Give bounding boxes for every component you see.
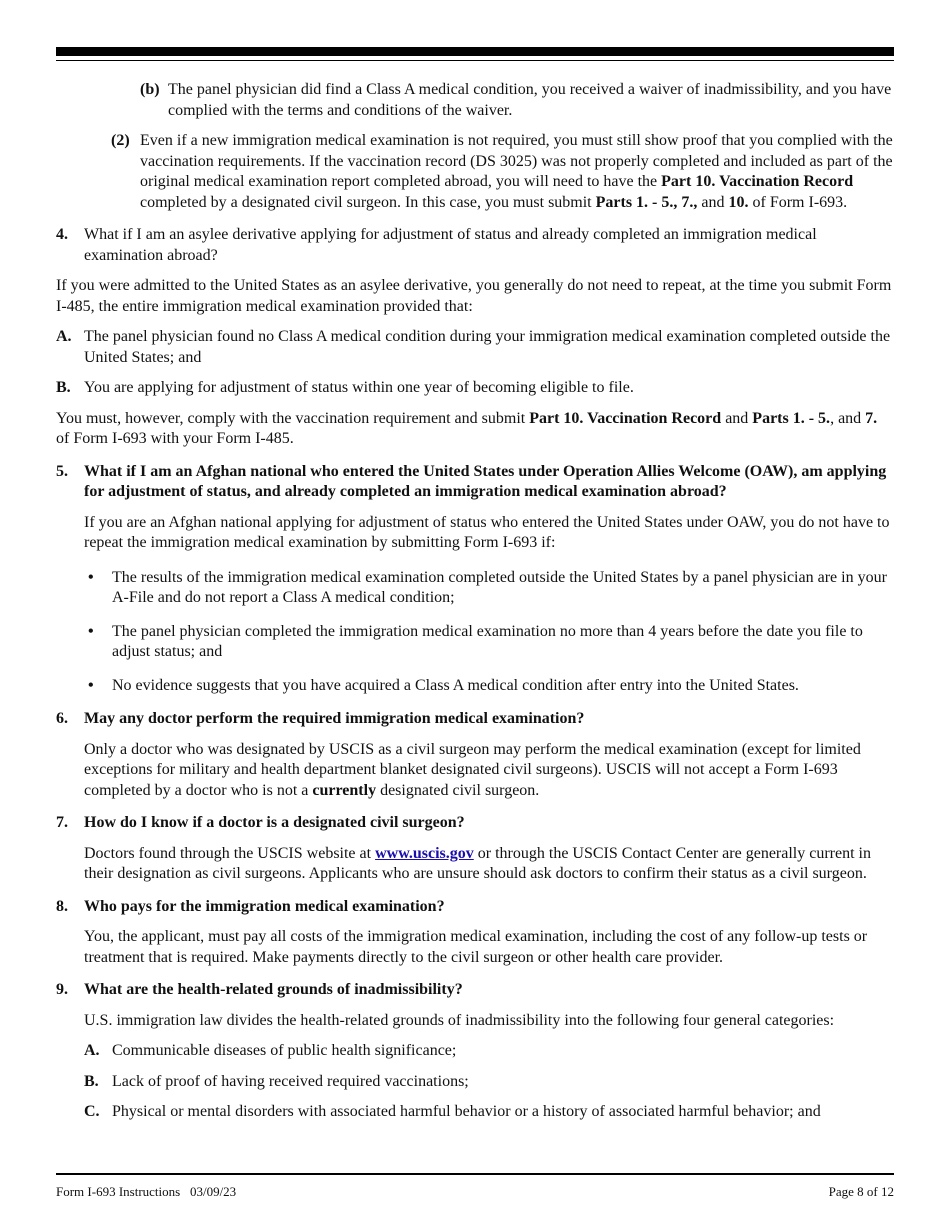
question-number: 5. [56,462,68,480]
bold-run: 7. [865,409,878,427]
question-text: What if I am an Afghan national who entered the United States under Operation Allies Welcome (OAW), am applying for adjustment of status, and already completed an immigration medical examination abroad? [84,462,887,500]
uscis-website-link[interactable]: www.uscis.gov [375,844,474,862]
category-label: A. [84,1042,100,1059]
bullet-marker: • [88,676,94,694]
header-thin-rule [56,60,894,61]
question-number: 9. [56,981,68,998]
q4-vaccination-note [56,409,894,450]
condition-label: B. [56,379,71,396]
q9-intro: U.S. immigration law divides the health-related grounds of inadmissibility into the following four general categories: [84,1011,835,1029]
question-7 [56,813,894,834]
header-thick-rule [56,47,894,56]
category-text: Communicable diseases of public health significance; [112,1042,457,1059]
bold-run: Part 10. Vaccination Record [661,173,854,190]
bullet-marker: • [88,622,94,640]
text-run: designated civil surgeon. [376,781,540,799]
bullet-marker: • [88,568,94,586]
text-run: Doctors found through the USCIS website at [84,844,376,862]
bold-run: 10. [728,193,749,211]
condition-text: The panel physician found no Class A medical condition during your immigration medical examination completed outside the United States; and [84,328,891,366]
q4-intro: If you were admitted to the United States as an asylee derivative, you generally do not need to repeat, at the time you submit Form I-485, the entire immigration medical examination provided that: [56,277,892,315]
q5-bullet [84,622,894,663]
bullet-text: The results of the immigration medical examination completed outside the United States by a panel physician are in your A-File and do not report a Class A medical condition; [112,568,887,606]
question-number: 7. [56,814,68,831]
bold-run: Parts 1. - 5., 7., [595,193,698,211]
condition-label: A. [56,328,72,345]
text-run: or through the USCIS Contact Center are generally current in their designation as civil surgeons. Applicants who are unsure should ask doctors to confirm their status as a civil surgeon. [84,844,871,882]
sub-item-label: (b) [140,81,160,98]
text-run: You must, however, comply with the vaccination requirement and submit [56,409,530,427]
question-text: Who pays for the immigration medical examination? [84,897,445,915]
bullet-text: The panel physician completed the immigration medical examination no more than 4 years before the date you file to adjust status; and [112,622,863,660]
q4-condition-b [56,378,894,399]
text-run: of Form I-693 with your Form I-485. [56,430,294,447]
category-label: B. [84,1072,99,1090]
text-run: completed by a designated civil surgeon. In this case, you must submit [140,193,596,211]
category-text: Physical or mental disorders with associated harmful behavior or a history of associated harmful behavior; and [112,1103,821,1120]
text-run: Only a doctor who was designated by USCIS as a civil surgeon may perform the medical examination (except for limited exceptions for military and health department blanket designated civil surgeons). USCIS will not accept a Form I-693 completed by a doctor who is not a [84,740,861,799]
item-2-text [140,131,894,213]
question-text: May any doctor perform the required immigration medical examination? [84,710,585,727]
q8-answer: You, the applicant, must pay all costs of the immigration medical examination, including the cost of any follow-up tests or treatment that is required. Make payments directly to the civil surgeon or other health care provider. [84,928,868,966]
question-text: What are the health-related grounds of inadmissibility? [84,981,463,998]
question-5 [56,462,894,503]
question-4 [56,225,894,266]
category-text: Lack of proof of having received required vaccinations; [112,1072,469,1090]
question-8 [56,897,894,918]
question-text: What if I am an asylee derivative applying for adjustment of status and already completed an immigration medical examination abroad? [84,226,817,264]
text-run: and [697,193,729,211]
q5-bullet [84,568,894,609]
q5-intro: If you are an Afghan national applying for adjustment of status who entered the United States under OAW, you do not have to repeat the immigration medical examination by submitting Form I-693 if: [84,513,890,551]
text-run: of Form I-693. [748,193,848,211]
question-6 [56,709,894,730]
category-label: C. [84,1103,100,1120]
page-content [56,80,894,1133]
bold-run: currently [312,781,377,799]
text-run: and [721,409,753,427]
footer-page-number: Page 8 of 12 [828,1184,894,1199]
question-9 [56,980,894,1001]
q9-category [84,1102,894,1123]
footer-rule [56,1173,894,1175]
item-2 [111,131,894,213]
item-2-label: (2) [111,132,130,149]
bold-run: Part 10. Vaccination Record [529,409,722,427]
question-number: 8. [56,897,68,915]
text-run: Even if a new immigration medical examination is not required, you must still show proof that you complied with the vaccination requirements. If the vaccination record (DS 3025) was not properly completed and included as part of the original medical examination report completed abroad, you will need to have the [140,132,893,190]
footer-form-id: Form I-693 Instructions 03/09/23 [56,1184,237,1199]
question-number: 6. [56,710,68,727]
question-number: 4. [56,226,68,243]
q9-category [84,1041,894,1062]
sub-item-b [140,80,894,121]
q9-category [84,1072,894,1093]
condition-text: You are applying for adjustment of status within one year of becoming eligible to file. [84,379,634,396]
q5-bullet [84,676,894,697]
q6-answer [84,740,894,802]
question-text: How do I know if a doctor is a designated civil surgeon? [84,814,465,831]
bold-run: Parts 1. - 5. [752,409,831,427]
text-run: , and [830,409,866,427]
bullet-text: No evidence suggests that you have acquired a Class A medical condition after entry into the United States. [112,676,799,694]
sub-item-text: The panel physician did find a Class A medical condition, you received a waiver of inadmissibility, and you have complied with the terms and conditions of the waiver. [168,81,892,119]
q7-answer [84,844,894,885]
q4-condition-a [56,327,894,368]
